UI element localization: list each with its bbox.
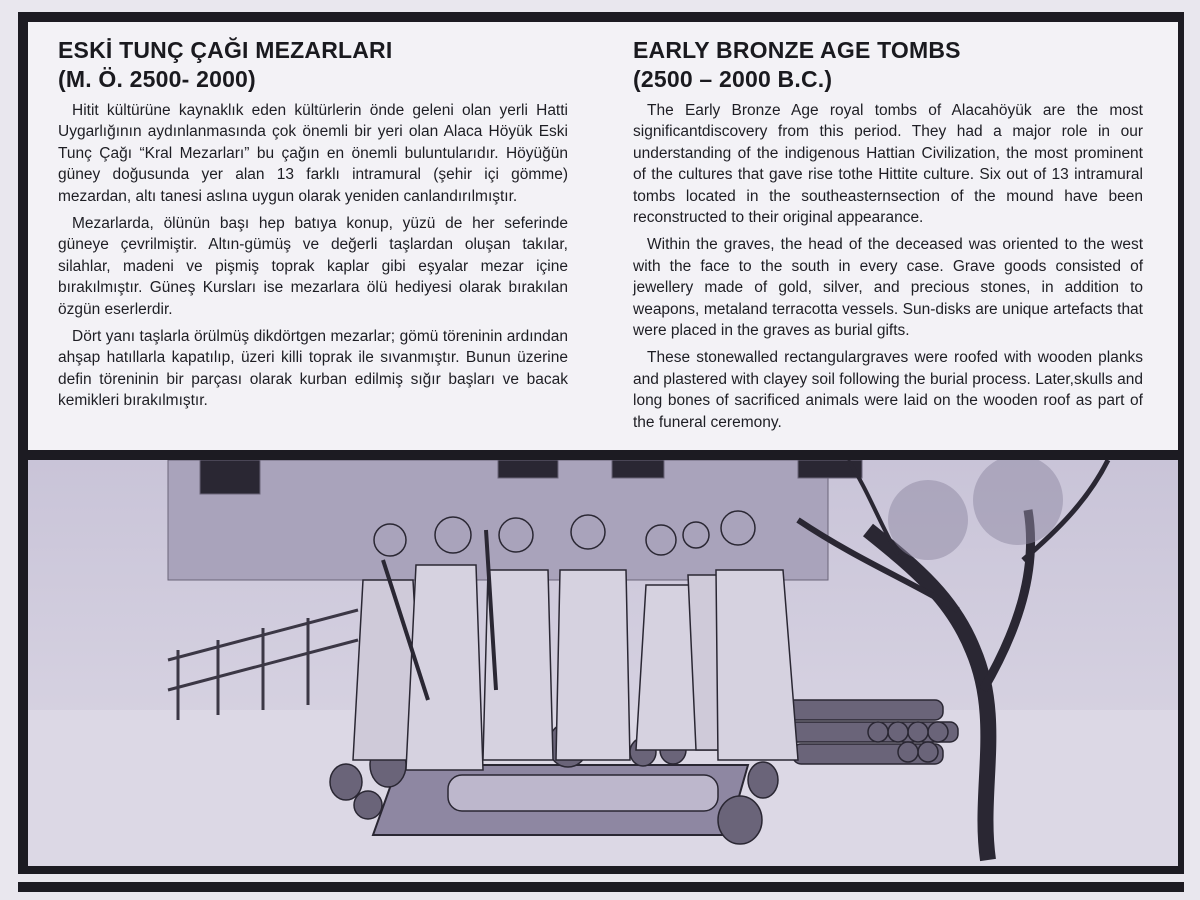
turkish-subtitle: (M. Ö. 2500- 2000) [58, 66, 256, 92]
english-subtitle: (2500 – 2000 B.C.) [633, 66, 833, 92]
english-title: EARLY BRONZE AGE TOMBS [633, 37, 961, 63]
bottom-edge [18, 874, 1184, 882]
english-paragraph-2: Within the graves, the head of the deceased was oriented to the west with the face to the south in every case. Grave goods consisted of jewellery made of gold, silver, and precious stones, in addition to weapons, metaland terracotta vessels. Sun-disks are unique artefacts that were placed in the graves as burial gifts. [633, 236, 1143, 340]
illustration-svg [28, 460, 1178, 866]
turkish-paragraph-2: Mezarlarda, ölünün başı hep batıya konup, yüzü de her seferinde güneye çevrilmiştir. Altın-gümüş ve değerli taşlardan oluşan takılar, silahlar, madeni ve pişmiş toprak kaplar gibi eşyalar mezar içine bırakılmıştır. Güneş Kursları ise mezarlara ölü hediyesi olarak bırakılan özgün eserlerdir. [58, 215, 568, 318]
english-column [633, 36, 1143, 433]
turkish-column [58, 36, 568, 412]
english-paragraph-1: The Early Bronze Age royal tombs of Alacahöyük are the most significantdiscovery from this period. They had a major role in our understanding of the indigenous Hattian Civilization, the most prominent of the cultures that gave rise tothe Hittite culture. Six out of 13 intramural tombs located in the southeasternsection of the mound have been reconstructed to their original appearance. [633, 102, 1143, 227]
deceased-figure [448, 775, 718, 811]
turkish-title: ESKİ TUNÇ ÇAĞI MEZARLARI [58, 37, 393, 63]
turkish-paragraph-3: Dört yanı taşlarla örülmüş dikdörtgen mezarlar; gömü töreninin ardından ahşap hatıllarla kapatılıp, üzeri killi toprak ile sıvanmıştır. Bunun üzerine defin töreninin bir parçası olarak kurban edilmiş sığır başları ve bacak kemikleri bırakılmıştır. [58, 328, 568, 410]
text-panel [28, 22, 1178, 450]
burial-pit [373, 765, 748, 835]
funeral-illustration [28, 460, 1178, 866]
turkish-paragraph-1: Hitit kültürüne kaynaklık eden kültürlerin önde geleni olan yerli Hatti Uygarlığının aydınlanmasında çok önemli bir yeri olan Alaca Höyük Eski Tunç Çağı “Kral Mezarları” bu çağın en önemli buluntularıdır. Höyüğün güney doğusunda yer alan 13 farklı intramural (şehir içi gömme) mezardan, altı tanesi aslına uygun olarak yeniden canlandırılmıştır. [58, 102, 568, 205]
english-paragraph-3: These stonewalled rectangulargraves were roofed with wooden planks and plastered with clayey soil following the burial process. Later,skulls and long bones of sacrificed animals were laid on the wooden roof as part of the funeral ceremony. [633, 349, 1143, 431]
log-pile [783, 700, 958, 764]
